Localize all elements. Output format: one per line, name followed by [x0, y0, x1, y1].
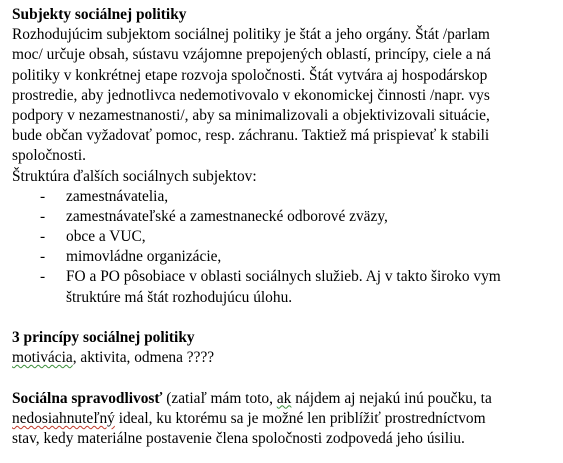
blank-line — [12, 368, 563, 388]
structure-intro: Štruktúra ďalších sociálnych subjektov: — [12, 167, 257, 185]
grammar-marked-word: motivácia — [12, 349, 73, 367]
paragraph-line: podpory v nezamestnanosti/, aby sa minimalizovali a objektivizovali situácie, — [12, 106, 490, 124]
list-item — [12, 187, 563, 207]
paragraph-line: bude občan vyžadovať pomoc, resp. záchranu. Taktiež má prispievať k stabili — [12, 127, 490, 145]
heading-principles: 3 princípy sociálnej politiky — [12, 329, 195, 346]
list-item-text: štruktúre má štát rozhodujúcu úlohu. — [66, 288, 293, 306]
bullet-dash: - — [40, 228, 46, 246]
bullet-dash: - — [40, 248, 46, 266]
list-item-text: obce a VUC, — [66, 228, 146, 246]
list-item-text: zamestnávatelia, — [66, 187, 169, 205]
justice-text: (zatiaľ mám toto, — [162, 389, 277, 407]
paragraph-line: politiky v konkrétnej etape rozvoja spoločnosti. Štát vytvára aj hospodárskop — [12, 66, 488, 84]
paragraph-line: moc/ určuje obsah, sústavu vzájomne prepojených oblastí, princípy, ciele a ná — [12, 46, 491, 64]
justice-text: ideal, ku ktorému sa je možné len priblížiť prostredníctvom — [114, 409, 486, 427]
list-item-text: FO a PO pôsobiace v oblasti sociálnych služieb. Aj v takto široko vym — [66, 268, 501, 286]
principles-rest: , aktivita, odmena ???? — [72, 349, 215, 367]
principles-line — [12, 348, 563, 368]
spelling-marked-word: nedosiahnuteľný — [12, 409, 115, 427]
justice-line-3: stav, kedy materiálne postavenie člena spoločnosti zodpovedá jeho úsiliu. — [12, 429, 465, 447]
list-item — [12, 227, 563, 247]
list-item — [12, 207, 563, 227]
paragraph-line: spoločnosti. — [12, 147, 86, 165]
list-item — [12, 247, 563, 267]
justice-text: nájdem aj nejakú inú poučku, ta — [291, 389, 492, 407]
heading-subjects: Subjekty sociálnej politiky — [12, 6, 187, 23]
list-item-text: zamestnávateľské a zamestnanecké odborové zväzy, — [66, 207, 388, 225]
list-item — [12, 267, 563, 287]
document-body — [12, 5, 563, 449]
bullet-list — [12, 187, 563, 308]
paragraph-line: prostredie, aby jednotlivca nedemotivovalo v ekonomickej činnosti /napr. vys — [12, 86, 490, 104]
justice-line-2 — [12, 409, 563, 429]
grammar-marked-word: ak — [276, 389, 292, 407]
bullet-dash: - — [40, 187, 46, 205]
list-item-continuation — [12, 288, 563, 308]
bullet-dash: - — [40, 207, 46, 225]
list-item-text: mimovládne organizácie, — [66, 248, 222, 266]
blank-line — [12, 308, 563, 328]
justice-line-1 — [12, 389, 563, 409]
paragraph-line: Rozhodujúcim subjektom sociálnej politiky je štát a jeho orgány. Štát /parlam — [12, 26, 490, 44]
heading-justice: Sociálna spravodlivosť — [12, 389, 163, 407]
bullet-dash: - — [40, 268, 46, 286]
